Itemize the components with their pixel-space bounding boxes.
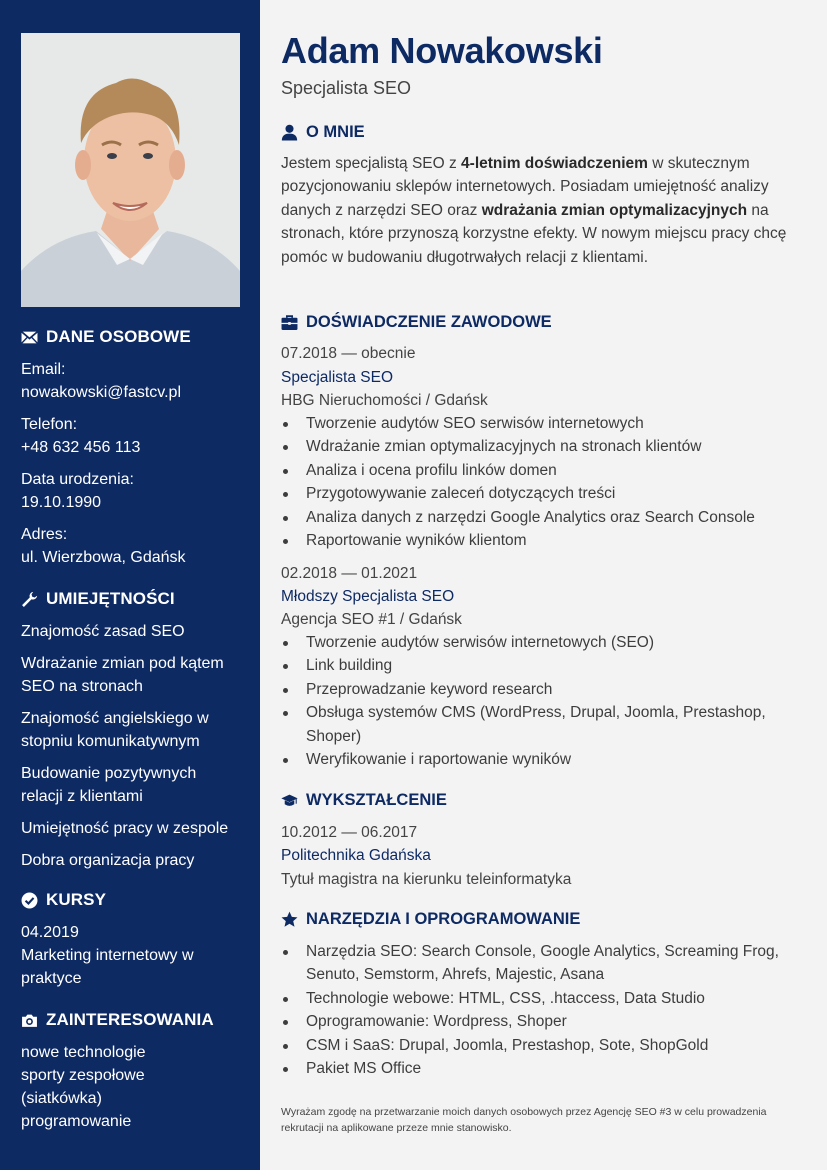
courses-heading-text: KURSY xyxy=(46,890,107,909)
list-item: Analiza danych z narzędzi Google Analytics oraz Search Console xyxy=(281,506,806,529)
job-company: Agencja SEO #1 / Gdańsk xyxy=(281,611,462,628)
star-icon xyxy=(281,911,298,928)
list-item: Przygotowywanie zaleceń dotyczących treści xyxy=(281,482,806,505)
list-item: Wdrażanie zmian optymalizacyjnych na stronach klientów xyxy=(281,435,806,458)
job-company: HBG Nieruchomości / Gdańsk xyxy=(281,392,488,409)
tools-heading-text: NARZĘDZIA I OPROGRAMOWANIE xyxy=(306,909,581,928)
interest-item: programowanie xyxy=(21,1113,132,1130)
personal-data-section xyxy=(21,326,246,348)
list-item: Raportowanie wyników klientom xyxy=(281,529,806,552)
user-icon xyxy=(281,124,298,141)
personal-data-heading-text: DANE OSOBOWE xyxy=(46,327,191,346)
job-tasks-list xyxy=(281,412,806,552)
skills-heading-text: UMIEJĘTNOŚCI xyxy=(46,589,175,608)
list-item: Analiza i ocena profilu linków domen xyxy=(281,459,806,482)
job-date: 07.2018 — obecnie xyxy=(281,345,416,362)
phone-block xyxy=(21,413,246,459)
interest-item: nowe technologie xyxy=(21,1044,146,1061)
about-text-part: w skutecznym pozycjonowaniu sklepów internetowych. Posiadam umiejętność analizy danych z narzędzi SEO oraz xyxy=(281,155,769,219)
birth-label: Data urodzenia: xyxy=(21,471,134,488)
job-role: Specjalista SEO xyxy=(281,369,393,386)
sidebar xyxy=(0,0,260,1170)
education-degree: Tytuł magistra na kierunku teleinformatyka xyxy=(281,871,572,888)
skill-item xyxy=(21,707,246,753)
graduation-cap-icon xyxy=(281,792,298,809)
about-text-part: na stronach, które przynoszą korzystne efekty. W nowym miejscu pracy chcę pomóc w budowaniu długotrwałych relacji z klientami. xyxy=(281,201,787,266)
birth-block xyxy=(21,468,246,514)
list-item: Weryfikowanie i raportowanie wyników xyxy=(281,748,806,771)
education-heading xyxy=(281,789,447,811)
about-heading-text: O MNIE xyxy=(306,122,365,141)
envelope-icon xyxy=(21,329,38,346)
phone-label: Telefon: xyxy=(21,416,78,433)
check-circle-icon xyxy=(21,892,38,909)
email-label: Email: xyxy=(21,361,66,378)
skill-item xyxy=(21,620,246,643)
skill-item xyxy=(21,652,246,698)
skill-item-line: Dobra organizacja pracy xyxy=(21,852,195,869)
skills-section xyxy=(21,588,246,610)
wrench-icon xyxy=(21,591,38,608)
list-item: Tworzenie audytów SEO serwisów internetowych xyxy=(281,412,806,435)
list-item: Technologie webowe: HTML, CSS, .htaccess, Data Studio xyxy=(281,987,806,1010)
list-item: Oprogramowanie: Wordpress, Shoper xyxy=(281,1010,806,1033)
tools-list xyxy=(281,940,806,1080)
experience-heading-text: DOŚWIADCZENIE ZAWODOWE xyxy=(306,312,552,331)
course-name-line: praktyce xyxy=(21,970,82,987)
skill-item-line: Znajomość zasad SEO xyxy=(21,623,185,640)
address-value: ul. Wierzbowa, Gdańsk xyxy=(21,549,186,566)
education-date: 10.2012 — 06.2017 xyxy=(281,824,418,841)
about-heading xyxy=(281,121,365,143)
skill-item-line: SEO na stronach xyxy=(21,678,143,695)
address-block xyxy=(21,523,246,569)
skill-item xyxy=(21,849,246,872)
briefcase-icon xyxy=(281,314,298,331)
about-text-bold: wdrażania zmian optymalizacyjnych xyxy=(481,201,748,219)
skill-item-line: Umiejętność pracy w zespole xyxy=(21,820,229,837)
list-item: Przeprowadzanie keyword research xyxy=(281,678,806,701)
skill-item xyxy=(21,762,246,808)
experience-heading xyxy=(281,311,552,333)
email-block xyxy=(21,358,246,404)
interests-heading-text: ZAINTERESOWANIA xyxy=(46,1010,214,1029)
email-value[interactable]: nowakowski@fastcv.pl xyxy=(21,384,181,401)
job-role: Młodszy Specjalista SEO xyxy=(281,588,455,605)
interests-section xyxy=(21,1009,246,1031)
list-item: Narzędzia SEO: Search Console, Google Analytics, Screaming Frog, Senuto, Semstorm, Ahrefs, Majestic, Asana xyxy=(281,940,806,987)
person-title: Specjalista SEO xyxy=(281,78,412,98)
list-item: Obsługa systemów CMS (WordPress, Drupal, Joomla, Prestashop, Shoper) xyxy=(281,701,806,748)
person-name: Adam Nowakowski xyxy=(281,30,603,71)
skill-item-line: stopniu komunikatywnym xyxy=(21,733,200,750)
course-name-line: Marketing internetowy w xyxy=(21,947,194,964)
tools-heading xyxy=(281,908,580,930)
job-date: 02.2018 — 01.2021 xyxy=(281,565,418,582)
skill-item-line: Znajomość angielskiego w xyxy=(21,710,209,727)
interest-item: (siatkówka) xyxy=(21,1090,102,1107)
birth-value: 19.10.1990 xyxy=(21,494,102,511)
courses-section xyxy=(21,889,246,911)
course-date: 04.2019 xyxy=(21,924,79,941)
phone-value[interactable]: +48 632 456 113 xyxy=(21,439,141,456)
about-text-part: Jestem specjalistą SEO z xyxy=(281,155,462,172)
list-item: Link building xyxy=(281,654,806,677)
consent-clause: Wyrażam zgodę na przetwarzanie moich danych osobowych przez Agencję SEO #3 w celu prowadzenia rekrutacji na aplikowane przeze mnie stanowisko. xyxy=(281,1106,767,1134)
skill-item-line: Budowanie pozytywnych xyxy=(21,765,197,782)
skills-heading xyxy=(21,588,246,610)
address-label: Adres: xyxy=(21,526,68,543)
skill-item-line: relacji z klientami xyxy=(21,788,143,805)
education-heading-text: WYKSZTAŁCENIE xyxy=(306,790,447,809)
interests-heading xyxy=(21,1009,246,1031)
about-text xyxy=(281,152,806,269)
list-item: Pakiet MS Office xyxy=(281,1057,806,1080)
education-school: Politechnika Gdańska xyxy=(281,847,431,864)
camera-icon xyxy=(21,1012,38,1029)
skill-item xyxy=(21,817,246,840)
skill-item-line: Wdrażanie zmian pod kątem xyxy=(21,655,224,672)
list-item: Tworzenie audytów serwisów internetowych (SEO) xyxy=(281,631,806,654)
interests-list xyxy=(21,1041,246,1133)
profile-photo xyxy=(21,33,240,307)
list-item: CSM i SaaS: Drupal, Joomla, Prestashop, Sote, ShopGold xyxy=(281,1034,806,1057)
job-tasks-list xyxy=(281,631,806,771)
course-item xyxy=(21,921,246,990)
personal-data-heading xyxy=(21,326,246,348)
about-text-bold: 4-letnim doświadczeniem xyxy=(461,155,648,172)
courses-heading xyxy=(21,889,246,911)
interest-item: sporty zespołowe xyxy=(21,1067,145,1084)
